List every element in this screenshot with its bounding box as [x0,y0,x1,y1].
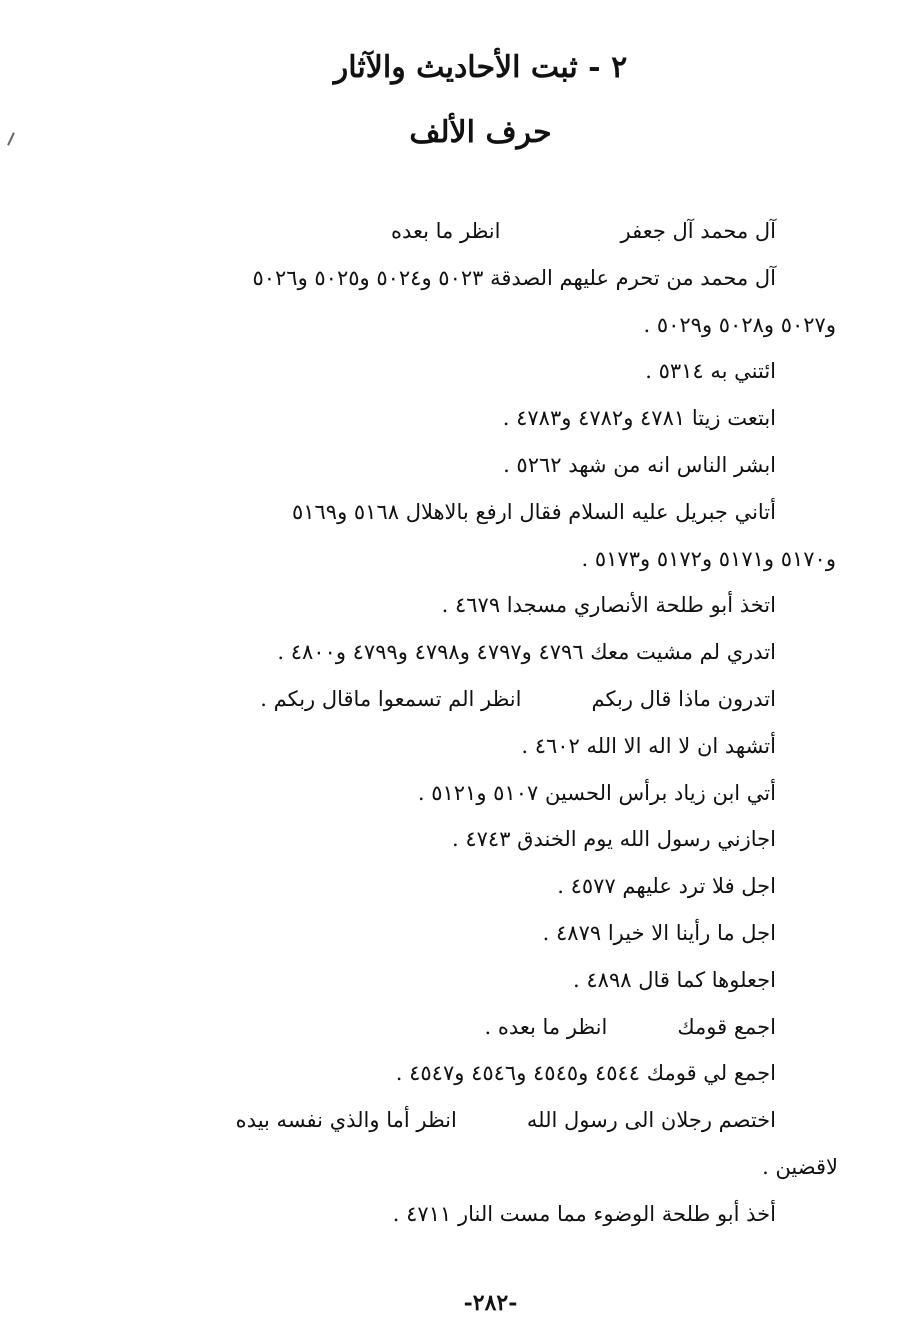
entry-line [156,676,776,723]
entry-continuation: و٥١٧٠ و٥١٧١ و٥١٧٢ و٥١٧٣ . [581,546,836,571]
entry-line: آل محمد من تحرم عليهم الصدقة ٥٠٢٣ و٥٠٢٤ و٥٠٢٥ و٥٠٢٦ [252,265,776,290]
entry-line: أخذ أبو طلحة الوضوء مما مست النار ٤٧١١ . [392,1201,776,1226]
entry-line: أتي ابن زياد برأس الحسين ٥١٠٧ و٥١٢١ . [417,780,776,805]
entry-line [156,208,776,255]
entry-line: اتدري لم مشيت معك ٤٧٩٦ و٤٧٩٧ و٤٧٩٨ و٤٧٩٩ و٤٨٠٠ . [277,640,776,665]
entry-line: أتشهد ان لا اله الا الله ٤٦٠٢ . [521,733,776,758]
cross-reference: انظر ما بعده . [484,1014,608,1039]
entry-line: اجل ما رأينا الا خيرا ٤٨٧٩ . [542,920,776,945]
cross-reference: انظر ما بعده [390,219,501,243]
entry-continuation: و٥٠٢٧ و٥٠٢٨ و٥٠٢٩ . [643,312,836,337]
entry-line [156,1097,776,1144]
section-title: ٢ - ثبت الأحاديث والآثار [333,50,628,85]
page-number: -٢٨٢- [463,1290,518,1316]
entry-line: ائتني به ٥٣١٤ . [645,359,776,384]
entry-continuation: لاقضين . [762,1154,838,1179]
entry-line [156,1004,776,1051]
entry-text: آل محمد آل جعفر [620,219,776,243]
cross-reference: انظر أما والذي نفسه بيده [235,1108,457,1133]
entry-line: اجل فلا ترد عليهم ٤٥٧٧ . [557,874,776,899]
entry-text: اجمع قومك [677,1014,776,1039]
entry-line: ابشر الناس انه من شهد ٥٢٦٢ . [503,452,776,477]
entry-line: اجازني رسول الله يوم الخندق ٤٧٤٣ . [452,827,776,852]
entry-text: اختصم رجلان الى رسول الله [526,1108,776,1133]
cross-reference: انظر الم تسمعوا ماقال ربكم . [260,686,522,711]
entry-text: اتدرون ماذا قال ربكم [591,686,776,711]
letter-title: حرف الألف [409,115,552,150]
entry-line: اجعلوها كما قال ٤٨٩٨ . [573,967,776,992]
entry-line: أتاني جبريل عليه السلام فقال ارفع بالاهلال ٥١٦٨ و٥١٦٩ [291,499,776,524]
entry-line: اجمع لي قومك ٤٥٤٤ و٤٥٤٥ و٤٥٤٦ و٤٥٤٧ . [395,1061,776,1086]
entries-list [156,208,838,1238]
entry-line: ابتعت زيتا ٤٧٨١ و٤٧٨٢ و٤٧٨٣ . [502,406,776,431]
entry-line: اتخذ أبو طلحة الأنصاري مسجدا ٤٦٧٩ . [441,593,776,618]
